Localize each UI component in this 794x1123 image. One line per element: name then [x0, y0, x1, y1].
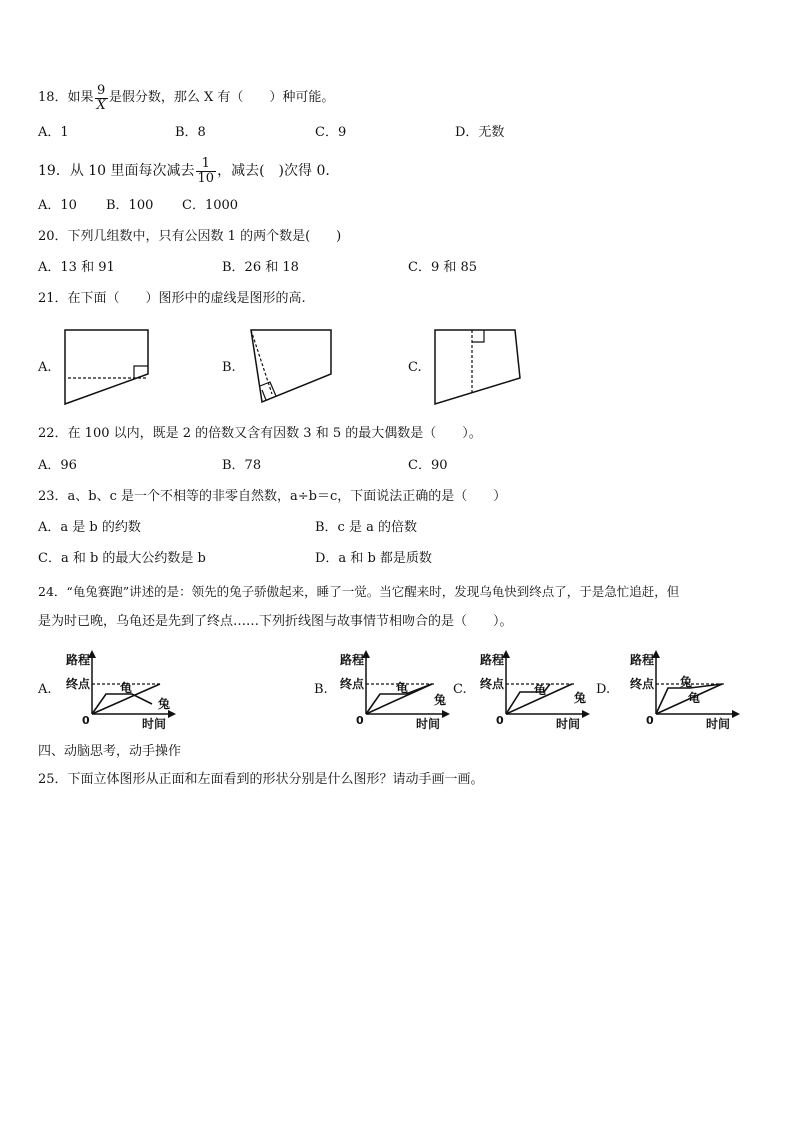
- q22-option-b: B．78: [222, 458, 262, 473]
- x-axis-label: 时间: [142, 717, 167, 731]
- q18-fraction: [95, 84, 108, 113]
- tortoise-label: 龟: [396, 681, 409, 695]
- q18-prefix: 18．如果: [38, 90, 94, 105]
- finish-label: 终点: [66, 677, 91, 691]
- x-axis-label: 时间: [556, 717, 581, 731]
- q19-prefix: 19．从 10 里面每次减去: [38, 163, 195, 179]
- rabbit-label: 兔: [158, 697, 171, 711]
- q24-graph-b: [336, 648, 456, 732]
- q24-option-d-label: D.: [596, 682, 611, 697]
- x-axis-arrow-icon: [168, 710, 176, 718]
- finish-label: 终点: [340, 677, 365, 691]
- q18-frac-denominator: X: [96, 97, 106, 113]
- finish-label: 终点: [630, 677, 655, 691]
- q21-figure-c-label: C.: [408, 360, 422, 375]
- tortoise-label: 龟: [120, 681, 133, 695]
- q23-option-d: D．a 和 b 都是质数: [315, 551, 432, 566]
- y-axis-label: 路程: [480, 653, 505, 667]
- q24-graph-c: [476, 648, 596, 732]
- q24-graph-a: [62, 648, 182, 732]
- q21-figure-b: [246, 326, 336, 406]
- q18-frac-numerator: 9: [97, 82, 106, 98]
- q22-option-c: C．90: [408, 458, 448, 473]
- q22-stem: 22．在 100 以内，既是 2 的倍数又含有因数 3 和 5 的最大偶数是（ ）。: [38, 426, 482, 441]
- q24-option-c-label: C.: [453, 682, 467, 697]
- q24-option-b-label: B.: [314, 682, 328, 697]
- rabbit-label: 兔: [680, 675, 693, 689]
- q18-option-d: D．无数: [455, 125, 505, 140]
- q19-suffix: ，减去( )次得 0.: [217, 163, 330, 179]
- origin-label: 0: [496, 714, 504, 727]
- q20-option-c: C．9 和 85: [408, 260, 478, 275]
- q24-option-a-label: A.: [38, 682, 52, 697]
- rabbit-line: [92, 694, 152, 714]
- q20-option-b: B．26 和 18: [222, 260, 299, 275]
- x-axis-label: 时间: [706, 717, 731, 731]
- q19-frac-numerator: 1: [201, 155, 210, 171]
- q18-suffix: 是假分数，那么 X 有（ ）种可能。: [108, 90, 335, 105]
- q20-stem: 20．下列几组数中，只有公因数 1 的两个数是( ): [38, 229, 342, 244]
- q21-figure-c: [430, 326, 530, 406]
- tortoise-label: 龟: [688, 691, 701, 705]
- q25-stem: 25．下面立体图形从正面和左面看到的形状分别是什么图形？请动手画一画。: [38, 772, 484, 787]
- x-axis-arrow-icon: [582, 710, 590, 718]
- q23-option-a: A．a 是 b 的约数: [38, 520, 141, 535]
- q21-figure-b-label: B.: [222, 360, 236, 375]
- y-axis-label: 路程: [66, 653, 91, 667]
- q19-option-b: B．100: [106, 198, 154, 213]
- finish-label: 终点: [480, 677, 505, 691]
- q22-option-a: A．96: [38, 458, 77, 473]
- origin-label: 0: [646, 714, 654, 727]
- q19-option-a: A．10: [38, 198, 77, 213]
- q19-stem: [38, 156, 330, 186]
- q24-graph-d: [626, 648, 746, 732]
- q18-option-a: A．1: [38, 125, 69, 140]
- q24-stem-line1: 24．“龟兔赛跑”讲述的是：领先的兔子骄傲起来，睡了一觉。当它醒来时，发现乌龟快到终点了，于是急忙追赶，但: [38, 584, 680, 599]
- y-axis-label: 路程: [630, 653, 655, 667]
- x-axis-arrow-icon: [732, 710, 740, 718]
- origin-label: 0: [82, 714, 90, 727]
- origin-label: 0: [356, 714, 364, 727]
- q19-frac-denominator: 10: [197, 170, 215, 186]
- x-axis-label: 时间: [416, 717, 441, 731]
- y-axis-label: 路程: [340, 653, 365, 667]
- q21-figure-a: [60, 326, 160, 406]
- section4-heading: 四、动脑思考，动手操作: [38, 744, 182, 759]
- tortoise-label: 龟: [534, 683, 547, 697]
- q18-option-b: B．8: [175, 125, 206, 140]
- q23-stem: 23．a、b、c 是一个不相等的非零自然数，a÷b＝c，下面说法正确的是（ ）: [38, 489, 507, 504]
- q21-stem: 21．在下面（ ）图形中的虚线是图形的高.: [38, 291, 306, 306]
- q18-option-c: C．9: [315, 125, 347, 140]
- q23-option-b: B．c 是 a 的倍数: [315, 520, 417, 535]
- rabbit-label: 兔: [434, 693, 447, 707]
- q19-fraction: [196, 157, 217, 186]
- q18-stem: [38, 83, 334, 113]
- q24-stem-line2: 是为时已晚，乌龟还是先到了终点……下列折线图与故事情节相吻合的是（ ）。: [38, 614, 513, 629]
- q20-option-a: A．13 和 91: [38, 260, 115, 275]
- q21-figure-a-label: A.: [38, 360, 52, 375]
- x-axis-arrow-icon: [442, 710, 450, 718]
- q19-option-c: C．1000: [182, 198, 239, 213]
- rabbit-label: 兔: [574, 691, 587, 705]
- q23-option-c: C．a 和 b 的最大公约数是 b: [38, 551, 206, 566]
